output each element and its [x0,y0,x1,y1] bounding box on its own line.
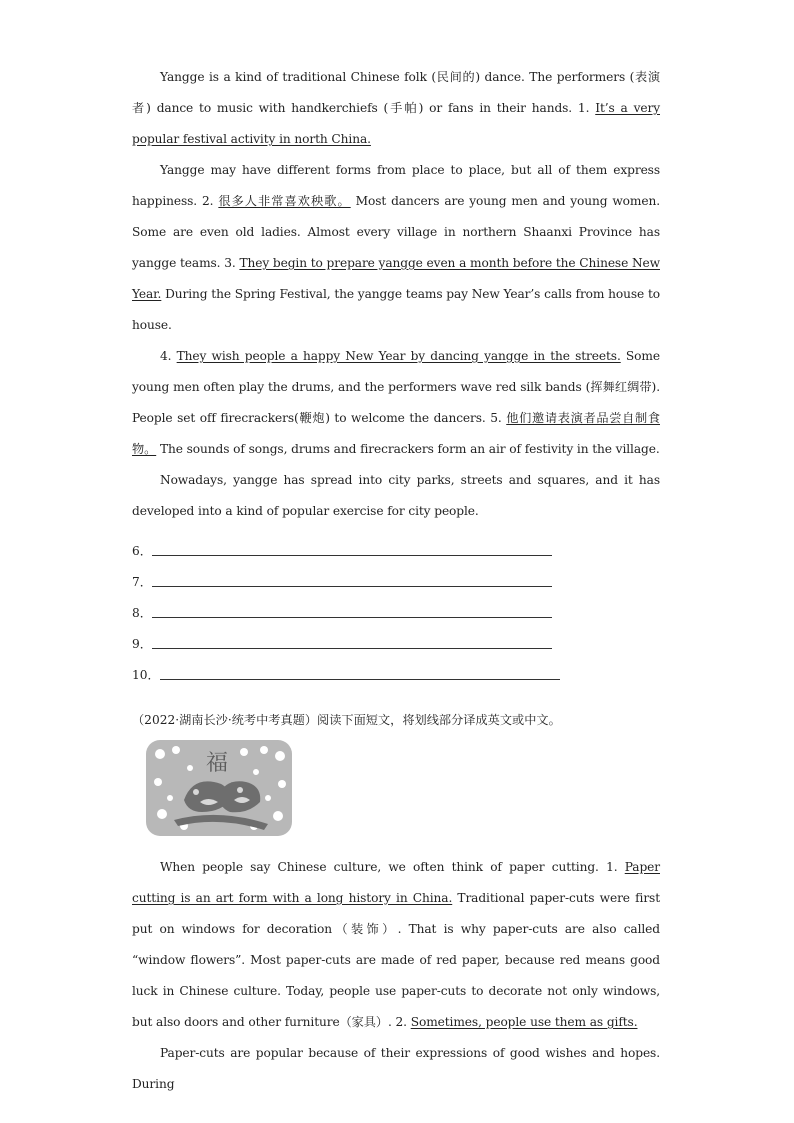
answer-line-9[interactable] [132,622,660,653]
answer-line-8[interactable] [132,591,660,622]
answer-number: 7． [132,575,152,589]
answer-rule[interactable] [152,537,552,556]
answer-line-6[interactable] [132,529,660,560]
paragraph-3 [132,341,660,465]
underlined-sentence-5: 他们邀请表演者品尝自制食物。 [132,411,660,456]
answer-rule[interactable] [152,568,552,587]
answer-number: 6． [132,544,152,558]
answer-rule[interactable] [152,630,552,649]
answer-number: 9． [132,637,152,651]
fu-character: 福 [206,751,229,776]
underlined-sentence-4: They wish people a happy New Year by dancing yangge in the streets. [176,349,621,363]
answer-number: 10． [132,668,160,682]
underlined-sentence-2: 很多人非常喜欢秧歌。 [218,194,351,208]
passage-2 [132,852,660,1100]
text: Yangge may have different forms from place to place, but all of them express happiness. 2. [132,163,660,208]
text: When people say Chinese culture, we often think of paper cutting. 1. [160,860,625,874]
answer-number: 8． [132,606,152,620]
paper-cut-image [144,738,294,838]
paper-cut-birds-icon [144,738,294,838]
answer-rule[interactable] [152,599,552,618]
answer-rule[interactable] [160,661,560,680]
paragraph-2 [132,155,660,341]
paragraph-5 [132,852,660,1038]
text: The sounds of songs, drums and firecrackers form an air of festivity in the village. [156,442,660,456]
section-heading: （2022·湖南长沙·统考中考真题）阅读下面短文，将划线部分译成英文或中文。 [132,713,561,727]
text: Some young men often play the drums, and the performers wave red silk bands (挥舞红绸带). People set off firecrackers(鞭炮) to welcome the dancers. 5. [132,349,660,425]
text: 4. [160,349,177,363]
paragraph-4: Nowadays, yangge has spread into city parks, streets and squares, and it has developed into a kind of popular exercise for city people. [132,473,660,518]
underlined-sentence-p2-2: Sometimes, people use them as gifts. [410,1015,638,1029]
answer-lines [132,529,660,684]
paragraph-1 [132,62,660,155]
document-page [132,62,660,1100]
answer-line-7[interactable] [132,560,660,591]
underlined-sentence-1: It’s a very popular festival activity in north China. [132,101,660,146]
text: Traditional paper-cuts were first put on windows for decoration（装饰）. That is why paper-cuts are also called “window flowers”. Most paper-cuts are made of red paper, because red means good luck in Chinese culture. Today, people use paper-cuts to decorate not only windows, but also doors and other furniture（家具）. 2. [132,891,660,1029]
paragraph-6: Paper-cuts are popular because of their expressions of good wishes and hopes. During [132,1046,660,1091]
text: Most dancers are young men and young women. Some are even old ladies. Almost every village in northern Shaanxi Province has yangge teams. 3. [132,194,661,270]
underlined-sentence-3: They begin to prepare yangge even a month before the Chinese New Year. [132,256,660,301]
answer-line-10[interactable] [132,653,660,684]
text: During the Spring Festival, the yangge teams pay New Year’s calls from house to house. [132,287,660,332]
underlined-sentence-p2-1: Paper cutting is an art form with a long history in China. [132,860,660,905]
text: Yangge is a kind of traditional Chinese folk (民间的) dance. The performers (表演者) dance to music with handkerchiefs (手帕) or fans in their hands. 1. [132,70,660,115]
